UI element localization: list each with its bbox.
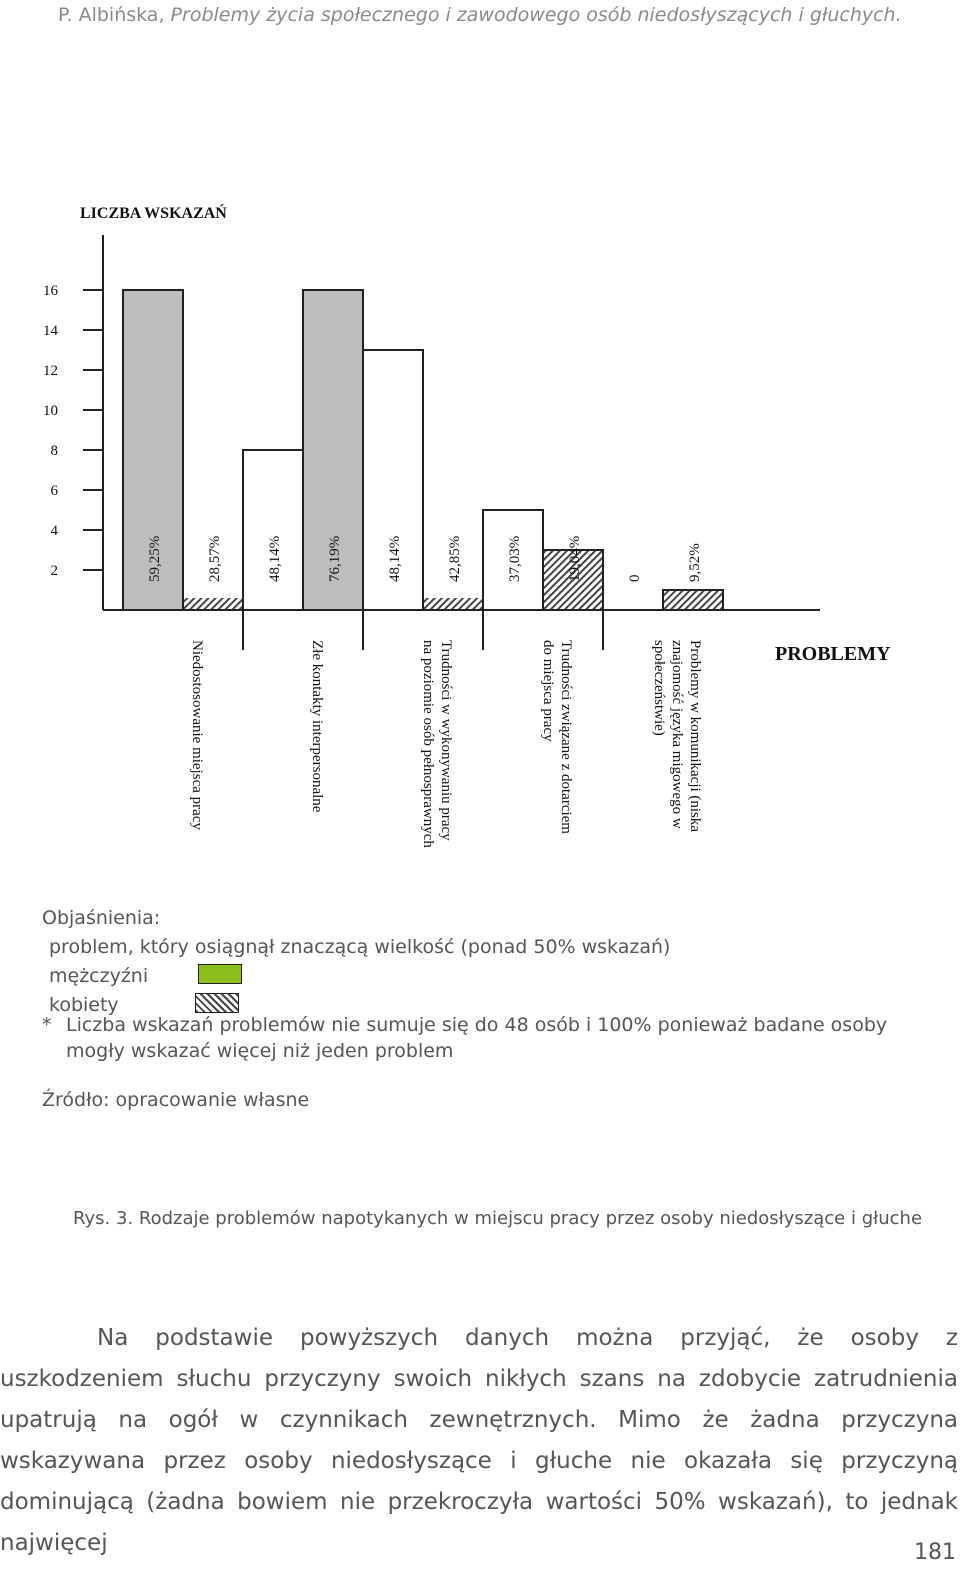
- bar-data-label: 0: [627, 574, 643, 582]
- legend-item-men: [42, 962, 670, 991]
- page-number: 181: [914, 1540, 956, 1565]
- body-paragraph: [0, 1318, 958, 1564]
- bar-chart-svg: [0, 190, 960, 890]
- bar-chart: [0, 190, 960, 890]
- bar-data-label: 19,04%: [567, 535, 583, 582]
- y-tick-label: 2: [50, 563, 58, 579]
- y-tick-label: 10: [43, 403, 58, 419]
- y-tick-label: 14: [43, 323, 58, 339]
- legend-swatch-men: [198, 964, 242, 984]
- bar-data-label: 9,52%: [687, 543, 703, 582]
- category-label: na poziomie osób pełnosprawnych: [420, 640, 436, 848]
- bar-data-label: 28,57%: [207, 535, 223, 582]
- y-tick-label: 6: [50, 483, 58, 499]
- footnote: [42, 1012, 887, 1064]
- legend-swatch-women: [195, 993, 239, 1013]
- source-note: Źródło: opracowanie własne: [42, 1089, 310, 1111]
- category-label: Złe kontakty interpersonalne: [309, 640, 325, 813]
- category-label: społeczeństwie): [651, 640, 667, 736]
- legend-heading: Objaśnienia:: [42, 907, 161, 929]
- running-header: [58, 4, 902, 26]
- bar-data-label: 37,03%: [507, 535, 523, 582]
- y-tick-label: 8: [50, 443, 58, 459]
- category-label: Niedostosowanie miejsca pracy: [189, 640, 205, 830]
- bar-data-label: 76,19%: [327, 535, 343, 582]
- y-axis-label: LICZBA WSKAZAŃ: [80, 205, 227, 222]
- category-label: Trudności w wykonywaniu pracy: [438, 640, 454, 841]
- bar-data-label: 48,14%: [387, 535, 403, 582]
- figure-caption: Rys. 3. Rodzaje problemów napotykanych w miejscu pracy przez osoby niedosłyszące i głuche: [73, 1208, 923, 1229]
- footnote-star: *: [42, 1014, 52, 1036]
- category-label: Trudności związane z dotarciem: [558, 640, 574, 834]
- body-paragraph-text: Na podstawie powyższych danych można przyjąć, że osoby z uszkodzeniem słuchu przyczyny swoich nikłych szans na zdobycie zatrudnienia upatrują na ogół w czynnikach zewnętrznych. Mimo że żadna przyczyna wskazywana przez osoby niedosłyszące i głuche nie okazała się przyczyną dominującą (żadna bowiem nie przekroczyła wartości 50% wskazań), to jednak najwięcej: [0, 1325, 958, 1556]
- bar-data-label: 48,14%: [267, 535, 283, 582]
- x-axis-label: PROBLEMY: [775, 643, 891, 665]
- y-tick-label: 4: [50, 523, 58, 539]
- bar-data-label: 59,25%: [147, 535, 163, 582]
- category-label: Problemy w komunikacji (niska: [687, 640, 703, 833]
- legend-significant: problem, który osiągnął znaczącą wielkość (ponad 50% wskazań): [49, 936, 671, 958]
- y-tick-label: 12: [43, 363, 58, 379]
- legend-label-women: kobiety: [49, 994, 119, 1016]
- header-author: P. Albińska,: [58, 4, 165, 26]
- header-title: Problemy życia społecznego i zawodowego osób niedosłyszących i głuchych.: [170, 4, 902, 26]
- footnote-line-2: mogły wskazać więcej niż jeden problem: [66, 1040, 454, 1062]
- bar-data-label: 42,85%: [447, 535, 463, 582]
- category-label: do miejsca pracy: [540, 640, 556, 742]
- bar-women: [663, 590, 723, 610]
- category-label: znajomość języka migowego w: [669, 640, 685, 829]
- legend-label-men: mężczyźni: [49, 965, 149, 987]
- y-tick-label: 16: [43, 283, 58, 299]
- footnote-line-1: Liczba wskazań problemów nie sumuje się do 48 osób i 100% ponieważ badane osoby: [66, 1014, 888, 1036]
- legend: [42, 904, 670, 1020]
